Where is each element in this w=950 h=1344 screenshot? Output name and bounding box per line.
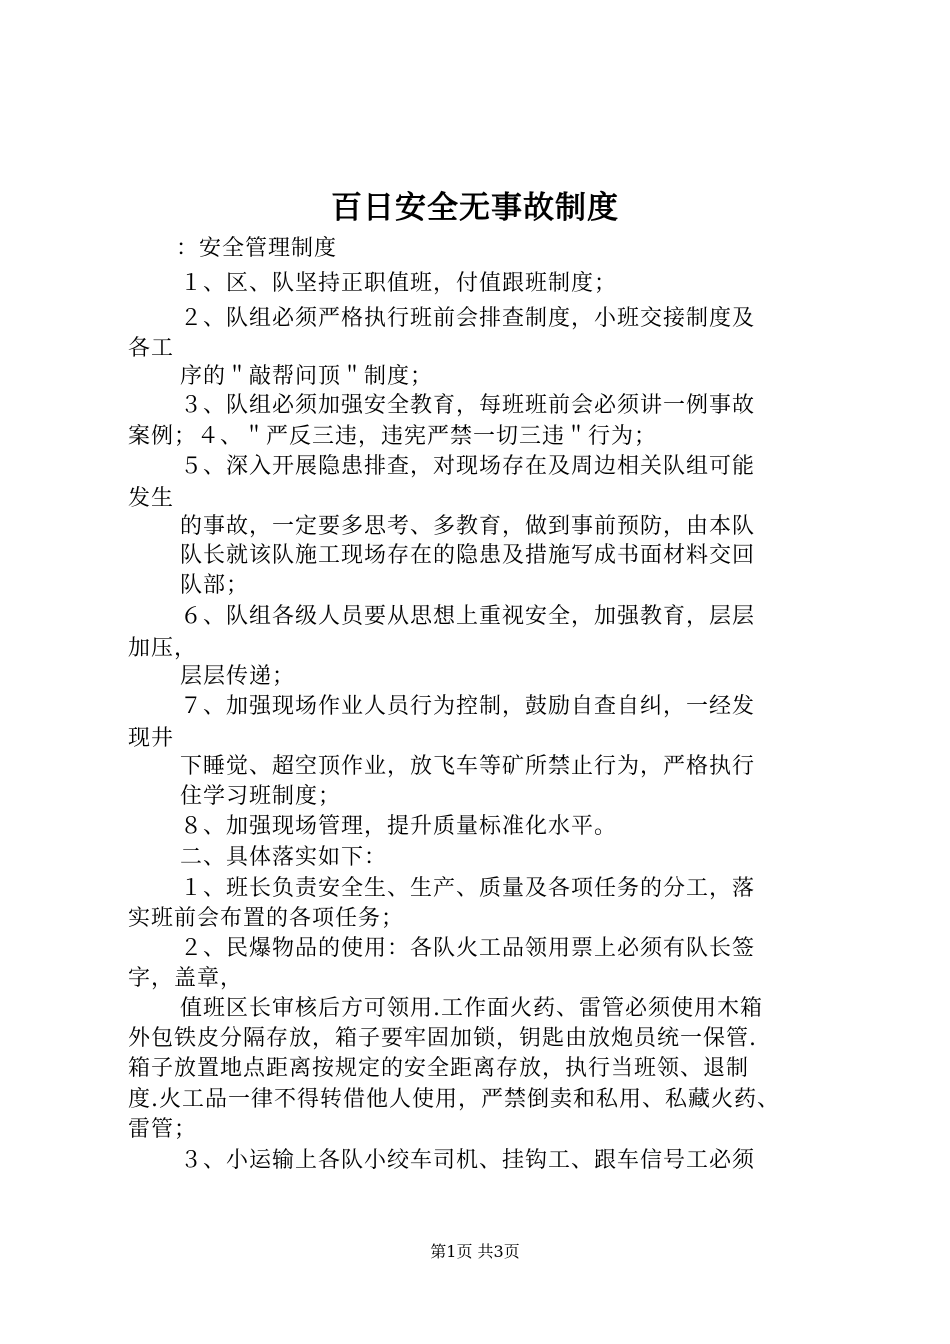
body-line: 层层传递； — [180, 664, 296, 689]
document-title: 百日安全无事故制度 — [331, 190, 619, 226]
body-line: １、区、队坚持正职值班，付值跟班制度； — [180, 271, 618, 296]
body-line: ２、队组必须严格执行班前会排查制度，小班交接制度及 — [180, 306, 756, 331]
body-line: 各工 — [128, 336, 175, 361]
body-line: 发生 — [128, 486, 175, 511]
body-line: 的事故，一定要多思考、多教育，做到事前预防，由本队 — [180, 514, 756, 539]
body-line: 外包铁皮分隔存放，箱子要牢固加锁，钥匙由放炮员统一保管. — [128, 1026, 757, 1051]
body-line: 二、具体落实如下： — [180, 845, 388, 870]
body-line: 下睡觉、超空顶作业，放飞车等矿所禁止行为，严格执行 — [180, 754, 756, 779]
body-line: ３、队组必须加强安全教育，每班班前会必须讲一例事故 — [180, 393, 756, 418]
body-line: 队部； — [180, 573, 250, 598]
body-line: 度.火工品一律不得转借他人使用，严禁倒卖和私用、私藏火药、 — [128, 1087, 780, 1112]
body-line: 字，盖章， — [128, 966, 244, 991]
body-line: 案例；４、＂严反三违，违宪严禁一切三违＂行为； — [128, 424, 658, 449]
body-line: ：安全管理制度 — [176, 236, 338, 261]
body-line: 队长就该队施工现场存在的隐患及措施写成书面材料交回 — [180, 543, 756, 568]
body-line: 值班区长审核后方可领用.工作面火药、雷管必须使用木箱 — [180, 996, 763, 1021]
body-line: ７、加强现场作业人员行为控制，鼓励自查自纠，一经发 — [180, 694, 756, 719]
body-line: 现井 — [128, 726, 175, 751]
body-line: ８、加强现场管理，提升质量标准化水平。 — [180, 814, 618, 839]
body-line: 雷管； — [128, 1117, 198, 1142]
body-line: ６、队组各级人员要从思想上重视安全，加强教育，层层 — [180, 604, 756, 629]
body-line: 实班前会布置的各项任务； — [128, 906, 405, 931]
page-number-footer: 第1页 共3页 — [430, 1242, 520, 1261]
body-line: ３、小运输上各队小绞车司机、挂钩工、跟车信号工必须 — [180, 1148, 756, 1173]
body-line: ２、民爆物品的使用：各队火工品领用票上必须有队长签 — [180, 936, 756, 961]
body-line: ５、深入开展隐患排查，对现场存在及周边相关队组可能 — [180, 454, 756, 479]
body-line: １、班长负责安全生、生产、质量及各项任务的分工，落 — [180, 876, 756, 901]
body-line: 箱子放置地点距离按规定的安全距离存放，执行当班领、退制 — [128, 1056, 750, 1081]
body-line: 序的＂敲帮问顶＂制度； — [180, 364, 434, 389]
body-line: 住学习班制度； — [180, 784, 342, 809]
body-line: 加压， — [128, 636, 198, 661]
